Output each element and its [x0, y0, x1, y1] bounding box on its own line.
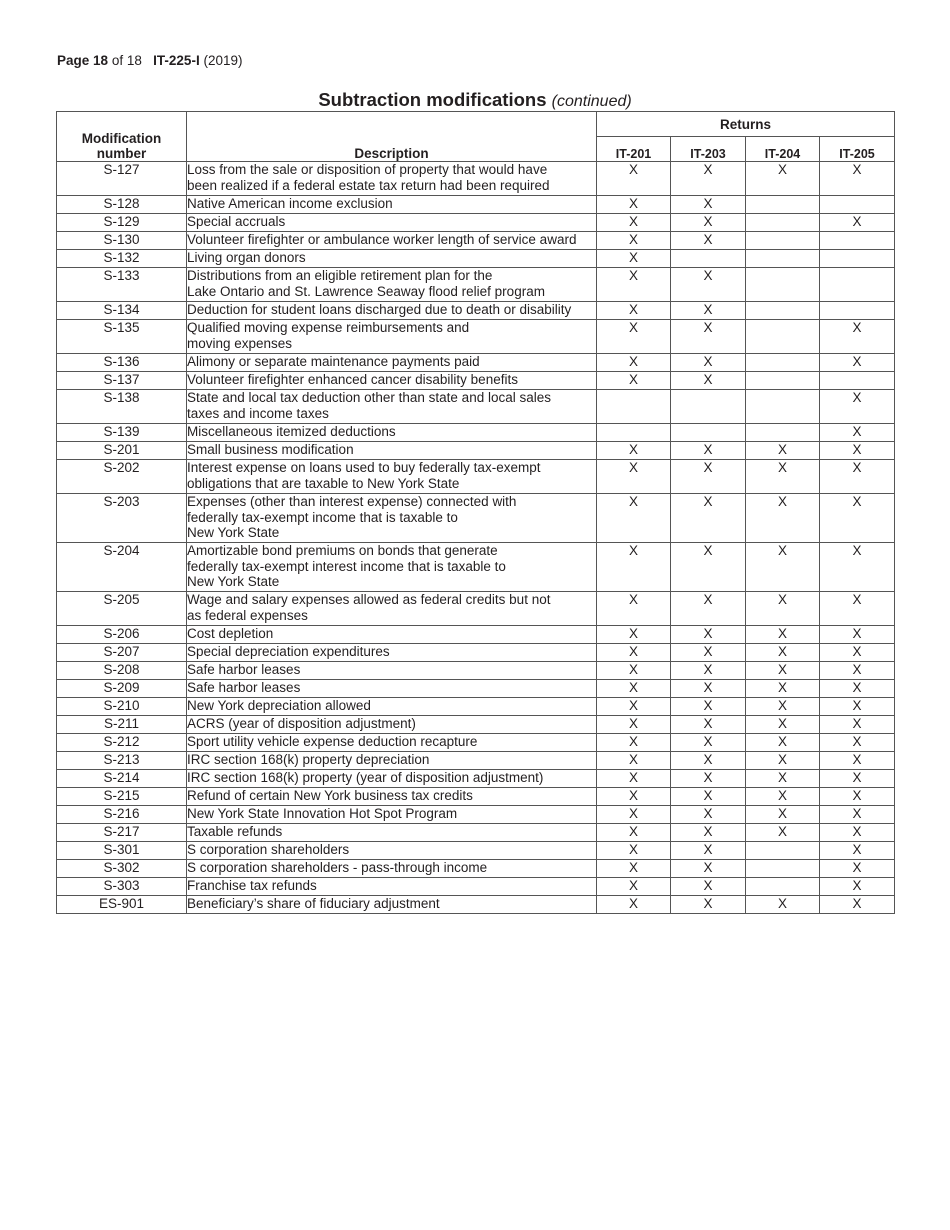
- modification-description: Expenses (other than interest expense) connected with federally tax-exempt income that is taxable to New York State: [187, 494, 597, 543]
- page-title: [0, 89, 950, 111]
- it-203-mark: X: [671, 662, 746, 680]
- table-row: [57, 268, 895, 302]
- it-203-mark: X: [671, 460, 746, 494]
- modification-number: S-210: [57, 698, 187, 716]
- it-205-mark: X: [820, 680, 895, 698]
- modification-description: Native American income exclusion: [187, 196, 597, 214]
- it-205-mark: X: [820, 320, 895, 354]
- it-201-mark: X: [597, 372, 671, 390]
- it-205-mark: X: [820, 896, 895, 914]
- modification-description: Loss from the sale or disposition of property that would have been realized if a federal estate tax return had been required: [187, 162, 597, 196]
- modification-description: Distributions from an eligible retirement plan for the Lake Ontario and St. Lawrence Seaway flood relief program: [187, 268, 597, 302]
- modification-description: Safe harbor leases: [187, 662, 597, 680]
- modification-description: IRC section 168(k) property depreciation: [187, 752, 597, 770]
- modification-description: IRC section 168(k) property (year of disposition adjustment): [187, 770, 597, 788]
- it-204-mark: X: [746, 896, 820, 914]
- it-205-mark: X: [820, 698, 895, 716]
- it-205-mark: X: [820, 806, 895, 824]
- table-row: [57, 680, 895, 698]
- it-203-mark: X: [671, 302, 746, 320]
- it-204-mark: [746, 232, 820, 250]
- title-main: Subtraction modifications: [318, 89, 547, 110]
- it-201-mark: X: [597, 788, 671, 806]
- it-205-mark: [820, 232, 895, 250]
- modification-description: Sport utility vehicle expense deduction recapture: [187, 734, 597, 752]
- it-204-mark: X: [746, 734, 820, 752]
- table-row: [57, 644, 895, 662]
- table-row: [57, 878, 895, 896]
- modification-number: S-130: [57, 232, 187, 250]
- modification-number: S-216: [57, 806, 187, 824]
- it-201-mark: X: [597, 680, 671, 698]
- it-205-mark: X: [820, 860, 895, 878]
- it-203-mark: X: [671, 442, 746, 460]
- modification-description: Alimony or separate maintenance payments paid: [187, 354, 597, 372]
- it-205-mark: X: [820, 824, 895, 842]
- table-row: [57, 424, 895, 442]
- it-201-mark: X: [597, 698, 671, 716]
- table-row: [57, 734, 895, 752]
- col-header-it-201: IT-201: [597, 137, 671, 162]
- it-203-mark: X: [671, 196, 746, 214]
- it-204-mark: X: [746, 442, 820, 460]
- it-205-mark: X: [820, 460, 895, 494]
- modification-number: S-303: [57, 878, 187, 896]
- it-201-mark: X: [597, 302, 671, 320]
- table-row: [57, 896, 895, 914]
- it-204-mark: X: [746, 806, 820, 824]
- it-204-mark: X: [746, 716, 820, 734]
- modification-description: Small business modification: [187, 442, 597, 460]
- modification-number: S-128: [57, 196, 187, 214]
- it-201-mark: X: [597, 162, 671, 196]
- page-header: [57, 53, 243, 68]
- total-pages: 18: [126, 53, 142, 68]
- modification-number: S-204: [57, 543, 187, 592]
- table-row: [57, 250, 895, 268]
- it-205-mark: X: [820, 442, 895, 460]
- modifications-table: [56, 111, 895, 914]
- it-201-mark: X: [597, 752, 671, 770]
- modification-description: State and local tax deduction other than state and local sales taxes and income taxes: [187, 390, 597, 424]
- modification-number: S-134: [57, 302, 187, 320]
- it-203-mark: [671, 424, 746, 442]
- it-204-mark: [746, 214, 820, 232]
- table-row: [57, 320, 895, 354]
- table-row: [57, 372, 895, 390]
- modification-number: S-137: [57, 372, 187, 390]
- table-row: [57, 842, 895, 860]
- table-row: [57, 752, 895, 770]
- it-204-mark: X: [746, 824, 820, 842]
- page-number: 18: [93, 53, 109, 68]
- modification-description: New York State Innovation Hot Spot Program: [187, 806, 597, 824]
- modification-description: Deduction for student loans discharged due to death or disability: [187, 302, 597, 320]
- table-row: [57, 592, 895, 626]
- it-203-mark: X: [671, 896, 746, 914]
- table-body: [57, 162, 895, 914]
- modification-description: Volunteer firefighter or ambulance worker length of service award: [187, 232, 597, 250]
- it-203-mark: X: [671, 878, 746, 896]
- it-204-mark: X: [746, 644, 820, 662]
- it-201-mark: X: [597, 734, 671, 752]
- col-header-it-203: IT-203: [671, 137, 746, 162]
- it-204-mark: X: [746, 662, 820, 680]
- it-205-mark: X: [820, 662, 895, 680]
- col-header-it-205: IT-205: [820, 137, 895, 162]
- it-204-mark: X: [746, 162, 820, 196]
- modification-number: S-208: [57, 662, 187, 680]
- it-203-mark: X: [671, 788, 746, 806]
- modification-description: New York depreciation allowed: [187, 698, 597, 716]
- modification-description: Beneficiary’s share of fiduciary adjustment: [187, 896, 597, 914]
- modification-number: S-207: [57, 644, 187, 662]
- modification-description: Miscellaneous itemized deductions: [187, 424, 597, 442]
- it-205-mark: X: [820, 390, 895, 424]
- it-204-mark: [746, 196, 820, 214]
- table-row: [57, 302, 895, 320]
- modification-description: Volunteer firefighter enhanced cancer disability benefits: [187, 372, 597, 390]
- modification-number: S-302: [57, 860, 187, 878]
- modification-number: S-132: [57, 250, 187, 268]
- it-204-mark: X: [746, 788, 820, 806]
- modification-description: Safe harbor leases: [187, 680, 597, 698]
- modification-number: S-136: [57, 354, 187, 372]
- it-205-mark: X: [820, 543, 895, 592]
- table-row: [57, 788, 895, 806]
- it-201-mark: X: [597, 626, 671, 644]
- it-203-mark: X: [671, 354, 746, 372]
- it-203-mark: X: [671, 644, 746, 662]
- form-number: IT-225-I: [153, 53, 200, 68]
- it-204-mark: X: [746, 698, 820, 716]
- modification-description: Amortizable bond premiums on bonds that generate federally tax-exempt interest income that is taxable to New York State: [187, 543, 597, 592]
- it-203-mark: X: [671, 543, 746, 592]
- it-204-mark: [746, 320, 820, 354]
- it-203-mark: X: [671, 372, 746, 390]
- it-204-mark: X: [746, 494, 820, 543]
- table-row: [57, 824, 895, 842]
- title-continued: (continued): [551, 93, 632, 110]
- modification-description: Interest expense on loans used to buy federally tax-exempt obligations that are taxable to New York State: [187, 460, 597, 494]
- it-201-mark: X: [597, 250, 671, 268]
- it-204-mark: X: [746, 770, 820, 788]
- it-203-mark: X: [671, 494, 746, 543]
- modification-number: S-212: [57, 734, 187, 752]
- it-204-mark: [746, 878, 820, 896]
- it-204-mark: [746, 354, 820, 372]
- it-201-mark: X: [597, 860, 671, 878]
- modification-description: Refund of certain New York business tax credits: [187, 788, 597, 806]
- it-205-mark: X: [820, 734, 895, 752]
- modification-number: S-301: [57, 842, 187, 860]
- col-header-modification-number: Modification number: [57, 112, 187, 162]
- modification-number: S-206: [57, 626, 187, 644]
- table-row: [57, 698, 895, 716]
- table-row: [57, 662, 895, 680]
- of-label: of: [111, 53, 124, 68]
- table-row: [57, 232, 895, 250]
- it-201-mark: X: [597, 878, 671, 896]
- it-204-mark: [746, 250, 820, 268]
- table-row: [57, 543, 895, 592]
- table-row: [57, 806, 895, 824]
- table-row: [57, 494, 895, 543]
- it-201-mark: X: [597, 716, 671, 734]
- it-204-mark: [746, 860, 820, 878]
- it-205-mark: [820, 196, 895, 214]
- it-205-mark: [820, 372, 895, 390]
- modification-number: S-209: [57, 680, 187, 698]
- it-205-mark: X: [820, 494, 895, 543]
- it-205-mark: X: [820, 644, 895, 662]
- it-205-mark: X: [820, 788, 895, 806]
- it-203-mark: X: [671, 842, 746, 860]
- it-201-mark: X: [597, 442, 671, 460]
- modification-number: S-138: [57, 390, 187, 424]
- it-204-mark: X: [746, 592, 820, 626]
- it-203-mark: X: [671, 860, 746, 878]
- it-204-mark: X: [746, 460, 820, 494]
- it-205-mark: X: [820, 842, 895, 860]
- it-203-mark: X: [671, 268, 746, 302]
- it-203-mark: X: [671, 162, 746, 196]
- modification-description: Special depreciation expenditures: [187, 644, 597, 662]
- modification-number: S-139: [57, 424, 187, 442]
- it-203-mark: X: [671, 824, 746, 842]
- it-204-mark: [746, 842, 820, 860]
- it-203-mark: X: [671, 232, 746, 250]
- table-row: [57, 354, 895, 372]
- table-row: [57, 390, 895, 424]
- it-203-mark: X: [671, 770, 746, 788]
- modification-number: S-213: [57, 752, 187, 770]
- it-205-mark: X: [820, 354, 895, 372]
- it-204-mark: [746, 372, 820, 390]
- it-201-mark: X: [597, 896, 671, 914]
- it-201-mark: X: [597, 196, 671, 214]
- it-201-mark: X: [597, 824, 671, 842]
- modification-number: S-202: [57, 460, 187, 494]
- modification-description: Taxable refunds: [187, 824, 597, 842]
- it-201-mark: X: [597, 543, 671, 592]
- modification-number: ES-901: [57, 896, 187, 914]
- it-204-mark: [746, 302, 820, 320]
- it-201-mark: X: [597, 662, 671, 680]
- it-205-mark: [820, 268, 895, 302]
- it-201-mark: [597, 390, 671, 424]
- modification-description: Franchise tax refunds: [187, 878, 597, 896]
- modification-description: Special accruals: [187, 214, 597, 232]
- modification-number: S-215: [57, 788, 187, 806]
- it-201-mark: X: [597, 214, 671, 232]
- it-201-mark: X: [597, 460, 671, 494]
- it-205-mark: [820, 302, 895, 320]
- it-205-mark: X: [820, 878, 895, 896]
- modification-number: S-135: [57, 320, 187, 354]
- it-204-mark: X: [746, 626, 820, 644]
- modification-description: S corporation shareholders: [187, 842, 597, 860]
- modification-description: Cost depletion: [187, 626, 597, 644]
- it-205-mark: X: [820, 162, 895, 196]
- it-205-mark: [820, 250, 895, 268]
- modification-number: S-203: [57, 494, 187, 543]
- it-203-mark: X: [671, 716, 746, 734]
- modification-description: Qualified moving expense reimbursements and moving expenses: [187, 320, 597, 354]
- table-row: [57, 214, 895, 232]
- it-205-mark: X: [820, 752, 895, 770]
- table-row: [57, 860, 895, 878]
- modification-number: S-133: [57, 268, 187, 302]
- it-203-mark: X: [671, 752, 746, 770]
- modification-number: S-129: [57, 214, 187, 232]
- it-205-mark: X: [820, 770, 895, 788]
- modification-number: S-201: [57, 442, 187, 460]
- it-204-mark: X: [746, 680, 820, 698]
- form-year: (2019): [203, 53, 243, 68]
- it-204-mark: [746, 424, 820, 442]
- modification-number: S-214: [57, 770, 187, 788]
- it-204-mark: X: [746, 543, 820, 592]
- it-201-mark: X: [597, 320, 671, 354]
- modification-number: S-127: [57, 162, 187, 196]
- table-row: [57, 196, 895, 214]
- modification-number: S-217: [57, 824, 187, 842]
- it-201-mark: X: [597, 806, 671, 824]
- modification-description: ACRS (year of disposition adjustment): [187, 716, 597, 734]
- it-203-mark: X: [671, 734, 746, 752]
- it-205-mark: X: [820, 626, 895, 644]
- it-203-mark: [671, 250, 746, 268]
- table-row: [57, 716, 895, 734]
- it-205-mark: X: [820, 592, 895, 626]
- col-header-description: Description: [187, 112, 597, 162]
- it-201-mark: X: [597, 842, 671, 860]
- modification-number: S-205: [57, 592, 187, 626]
- it-201-mark: X: [597, 644, 671, 662]
- modification-description: S corporation shareholders - pass-through income: [187, 860, 597, 878]
- it-204-mark: [746, 268, 820, 302]
- it-205-mark: X: [820, 716, 895, 734]
- it-204-mark: [746, 390, 820, 424]
- modification-description: Wage and salary expenses allowed as federal credits but not as federal expenses: [187, 592, 597, 626]
- it-203-mark: X: [671, 320, 746, 354]
- it-201-mark: [597, 424, 671, 442]
- it-203-mark: X: [671, 698, 746, 716]
- it-203-mark: X: [671, 592, 746, 626]
- it-203-mark: X: [671, 214, 746, 232]
- it-203-mark: [671, 390, 746, 424]
- it-205-mark: X: [820, 214, 895, 232]
- table-row: [57, 162, 895, 196]
- it-201-mark: X: [597, 232, 671, 250]
- table-row: [57, 770, 895, 788]
- modification-number: S-211: [57, 716, 187, 734]
- table-row: [57, 460, 895, 494]
- it-201-mark: X: [597, 494, 671, 543]
- it-201-mark: X: [597, 770, 671, 788]
- col-header-it-204: IT-204: [746, 137, 820, 162]
- table-row: [57, 626, 895, 644]
- it-201-mark: X: [597, 268, 671, 302]
- table-row: [57, 442, 895, 460]
- it-205-mark: X: [820, 424, 895, 442]
- modification-description: Living organ donors: [187, 250, 597, 268]
- it-204-mark: X: [746, 752, 820, 770]
- it-201-mark: X: [597, 592, 671, 626]
- it-203-mark: X: [671, 626, 746, 644]
- it-201-mark: X: [597, 354, 671, 372]
- col-header-returns: Returns: [597, 112, 895, 137]
- it-203-mark: X: [671, 806, 746, 824]
- page-label: Page: [57, 53, 90, 68]
- it-203-mark: X: [671, 680, 746, 698]
